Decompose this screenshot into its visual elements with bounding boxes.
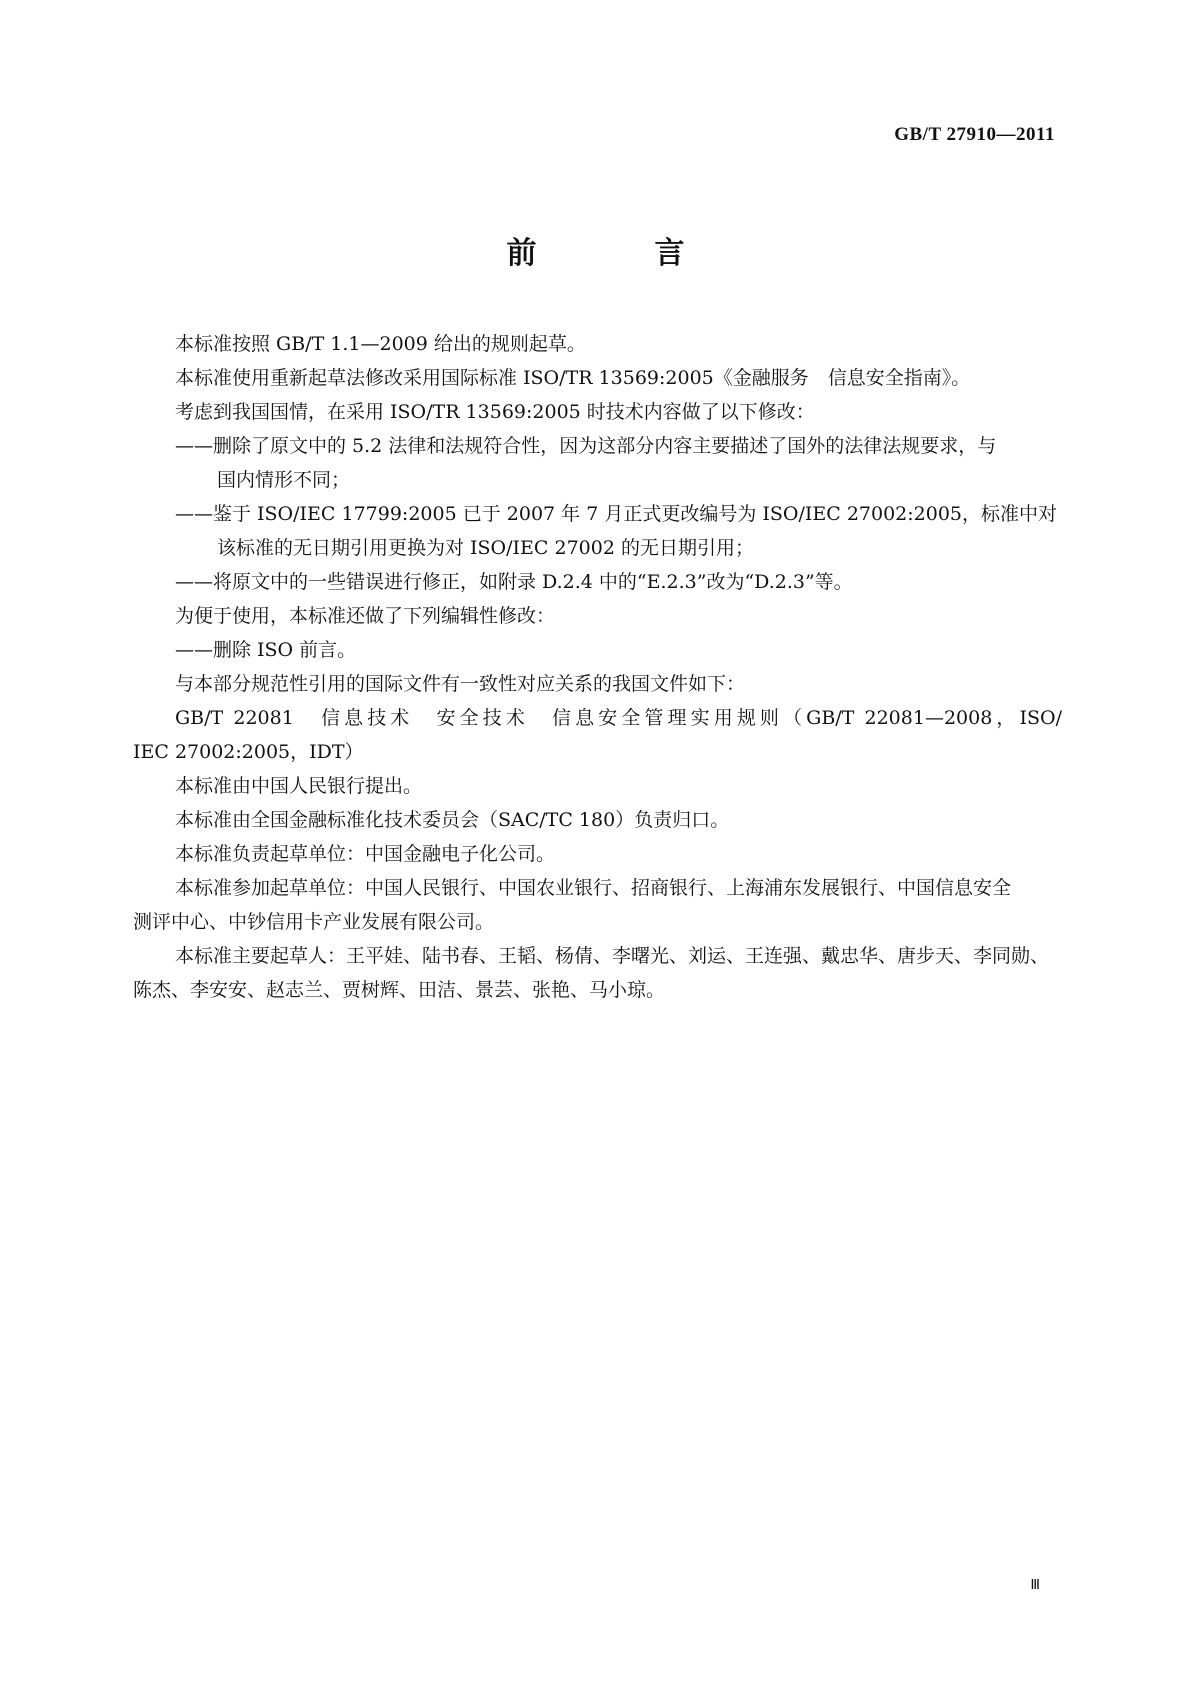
text-line: 与本部分规范性引用的国际文件有一致性对应关系的我国文件如下： xyxy=(175,673,746,695)
reference-line: GB/T 22081 信息技术 安全技术 信息安全管理实用规则（GB/T 22081—2008，ISO/ xyxy=(175,707,1062,729)
text-line-continuation: 陈杰、李安安、赵志兰、贾树辉、田洁、景芸、张艳、马小琼。 xyxy=(133,979,666,1001)
list-item: ——将原文中的一些错误进行修正，如附录 D.2.4 中的“E.2.3”改为“D.2.3”等。 xyxy=(175,571,853,593)
list-item: ——删除 ISO 前言。 xyxy=(175,639,357,661)
text-line: 本标准由中国人民银行提出。 xyxy=(175,775,423,797)
list-item: ——鉴于 ISO/IEC 17799:2005 已于 2007 年 7 月正式更改编号为 ISO/IEC 27002:2005，标准中对 xyxy=(175,503,1058,525)
page-title: 前 言 xyxy=(506,236,729,271)
text-line: 为便于使用，本标准还做了下列编辑性修改： xyxy=(175,605,556,627)
text-line: 本标准由全国金融标准化技术委员会（SAC/TC 180）负责归口。 xyxy=(175,809,730,831)
list-item-continuation: 该标准的无日期引用更换为对 ISO/IEC 27002 的无日期引用； xyxy=(217,537,754,559)
reference-line-continuation: IEC 27002:2005，IDT） xyxy=(133,741,364,763)
text-line: 本标准负责起草单位：中国金融电子化公司。 xyxy=(175,843,556,865)
text-line-continuation: 测评中心、中钞信用卡产业发展有限公司。 xyxy=(133,911,495,933)
page-number: Ⅲ xyxy=(1030,1578,1040,1593)
list-item-continuation: 国内情形不同； xyxy=(217,469,351,491)
text-line: 本标准使用重新起草法修改采用国际标准 ISO/TR 13569:2005《金融服务 信息安全指南》。 xyxy=(175,367,971,389)
standard-code: GB/T 27910—2011 xyxy=(894,124,1055,145)
text-line: 本标准按照 GB/T 1.1—2009 给出的规则起草。 xyxy=(175,333,586,355)
list-item: ——删除了原文中的 5.2 法律和法规符合性，因为这部分内容主要描述了国外的法律法规要求，与 xyxy=(175,435,997,457)
text-line: 考虑到我国国情，在采用 ISO/TR 13569:2005 时技术内容做了以下修改： xyxy=(175,401,815,423)
text-line: 本标准参加起草单位：中国人民银行、中国农业银行、招商银行、上海浦东发展银行、中国信息安全 xyxy=(175,877,1012,899)
foreword-body xyxy=(133,327,1062,1007)
text-line: 本标准主要起草人：王平娃、陆书春、王韬、杨倩、李曙光、刘运、王连强、戴忠华、唐步天、李同勋、 xyxy=(175,945,1050,967)
